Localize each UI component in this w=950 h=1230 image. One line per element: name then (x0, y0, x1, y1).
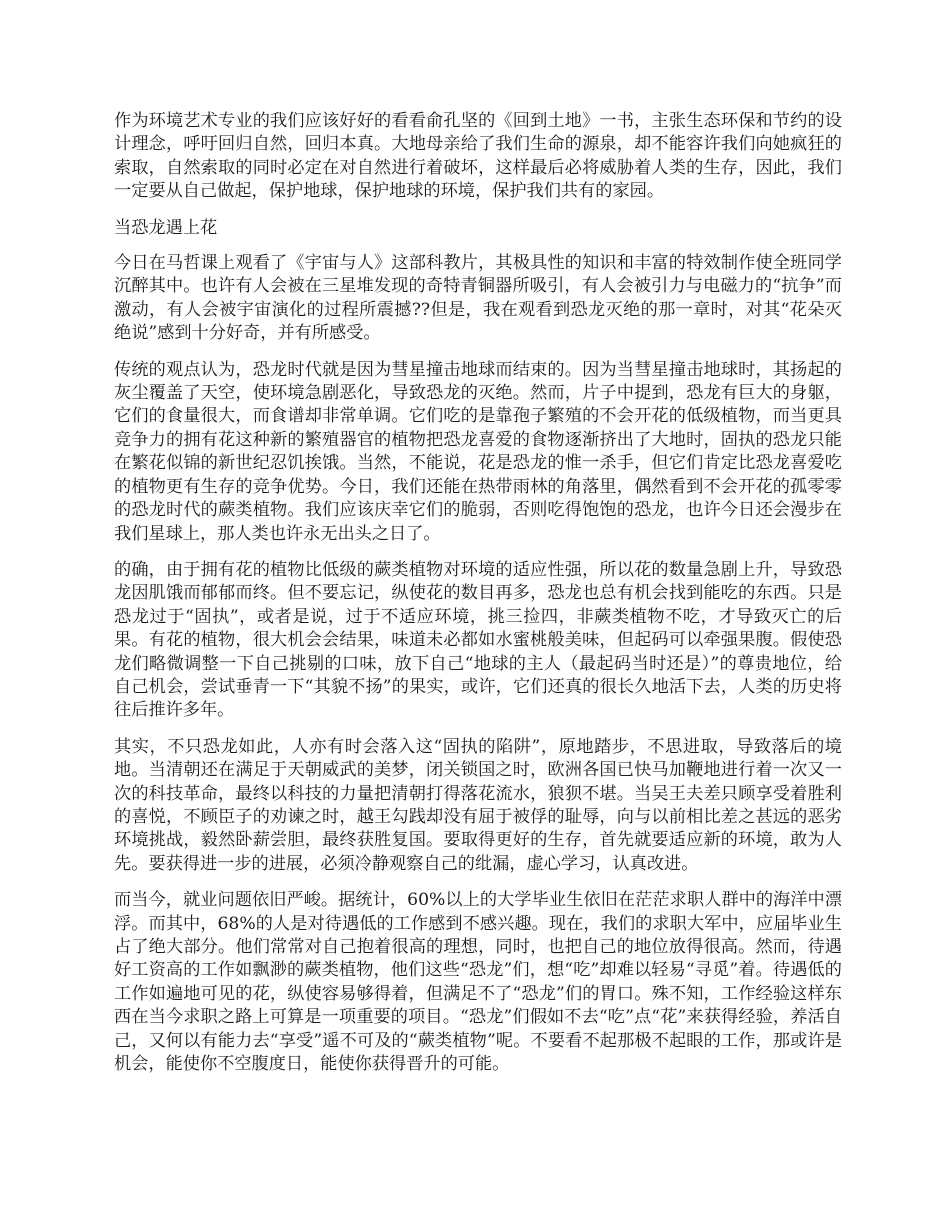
paragraph-4: 其实，不只恐龙如此，人亦有时会落入这“固执的陷阱”，原地踏步，不思进取，导致落后的境地。当清朝还在满足于天朝威武的美梦，闭关锁国之时，欧洲各国已快马加鞭地进行着一次又一次的科技革命，最终以科技的力量把清朝打得落花流水，狼狈不堪。当吴王夫差只顾享受着胜利的喜悦，不顾臣子的劝谏之时，越王勾践却没有屈于被俘的耻辱，向与以前相比差之甚远的恶劣环境挑战，毅然卧薪尝胆，最终获胜复国。要取得更好的生存，首先就要适应新的环境，敢为人先。要获得进一步的进展，必须冷静观察自己的纰漏，虚心学习，认真改进。 (114, 736, 842, 874)
section-heading: 当恐龙遇上花 (114, 217, 218, 238)
paragraph-2: 传统的观点认为，恐龙时代就是因为彗星撞击地球而结束的。因为当彗星撞击地球时，其扬起的灰尘覆盖了天空，使环境急剧恶化，导致恐龙的灭绝。然而，片子中提到，恐龙有巨大的身躯，它们的食量很大，而食谱却非常单调。它们吃的是靠孢子繁殖的不会开花的低级植物，而当更具竞争力的拥有花这种新的繁殖器官的植物把恐龙喜爱的食物逐渐挤出了大地时，固执的恐龙只能在繁花似锦的新世纪忍饥挨饿。当然，不能说，花是恐龙的惟一杀手，但它们肯定比恐龙喜爱吃的植物更有生存的竞争优势。今日，我们还能在热带雨林的角落里，偶然看到不会开花的孤零零的恐龙时代的蕨类植物。我们应该庆幸它们的脆弱，否则吃得饱饱的恐龙，也许今日还会漫步在我们星球上，那人类也许永无出头之日了。 (114, 359, 842, 544)
document-body (114, 110, 842, 1089)
paragraph-3: 的确，由于拥有花的植物比低级的蕨类植物对环境的适应性强，所以花的数量急剧上升，导致恐龙因肌饿而郁郁而终。但不要忘记，纵使花的数目再多，恐龙也总有机会找到能吃的东西。只是恐龙过于“固执”，或者是说，过于不适应环境，挑三捡四，非蕨类植物不吃，才导致灭亡的后果。有花的植物，很大机会会结果，味道未必都如水蜜桃般美味，但起码可以牵强果腹。假使恐龙们略微调整一下自己挑剔的口味，放下自己“地球的主人（最起码当时还是）”的尊贵地位，给自己机会，尝试垂青一下“其貌不扬”的果实，或许，它们还真的很长久地活下去，人类的历史将往后推许多年。 (114, 559, 842, 721)
paragraph-5: 而当今，就业问题依旧严峻。据统计，60%以上的大学毕业生依旧在茫茫求职人群中的海洋中漂浮。而其中，68%的人是对待遇低的工作感到不感兴趣。现在，我们的求职大军中，应届毕业生占了绝大部分。他们常常对自己抱着很高的理想，同时，也把自己的地位放得很高。然而，待遇好工资高的工作如飘渺的蕨类植物，他们这些“恐龙”们，想“吃”却难以轻易“寻觅”着。待遇低的工作如遍地可见的花，纵使容易够得着，但满足不了“恐龙”们的胃口。殊不知，工作经验这样东西在当今求职之路上可算是一项重要的项目。“恐龙”们假如不去“吃”点“花”来获得经验，养活自己，又何以有能力去“享受”遥不可及的“蕨类植物”呢。不要看不起那极不起眼的工作，那或许是机会，能使你不空腹度日，能使你获得晋升的可能。 (114, 890, 842, 1075)
paragraph-1: 今日在马哲课上观看了《宇宙与人》这部科教片，其极具性的知识和丰富的特效制作使全班同学沉醉其中。也许有人会被在三星堆发现的奇特青铜器所吸引，有人会被引力与电磁力的“抗争”而激动，有人会被宇宙演化的过程所震撼??但是，我在观看到恐龙灭绝的那一章时，对其“花朵灭绝说”感到十分好奇，并有所感受。 (114, 253, 842, 344)
paragraph-intro: 作为环境艺术专业的我们应该好好的看看俞孔坚的《回到土地》一书，主张生态环保和节约的设计理念，呼吁回归自然，回归本真。大地母亲给了我们生命的源泉，却不能容许我们向她疯狂的索取，自然索取的同时必定在对自然进行着破坏，这样最后必将威胁着人类的生存，因此，我们一定要从自己做起，保护地球，保护地球的环境，保护我们共有的家园。 (114, 111, 842, 202)
